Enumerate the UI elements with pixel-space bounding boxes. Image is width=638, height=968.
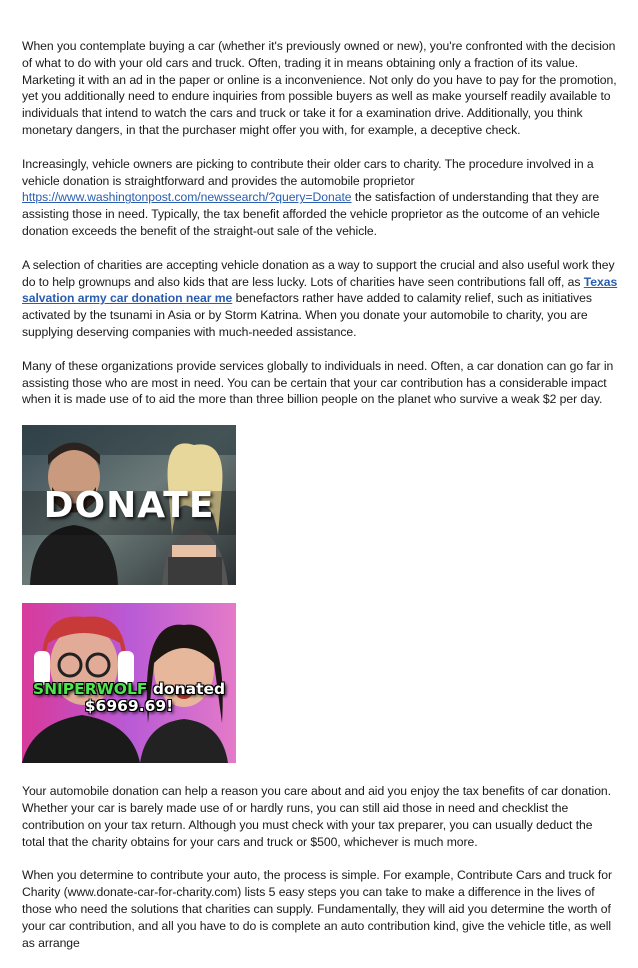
- paragraph-3-text-b: benefactors rather have added to calamity relief, such as initiatives activated by the tsunami in Asia or by Storm Katrina. When you donate your automobile to charity, you are supplying deserving companies with much-needed assistance.: [22, 291, 592, 339]
- sniperwolf-name-text: SNIPERWOLF: [32, 680, 148, 699]
- paragraph-2-text-b: the satisfaction of understanding that they are assisting those in need. Typically, the tax benefit afforded the vehicle proprietor as the outcome of an vehicle donation exceeds the benefit of the straight-out sale of the vehicle.: [22, 190, 600, 238]
- donation-amount-text: $6969.69!: [84, 697, 174, 716]
- paragraph-3-text-a: A selection of charities are accepting vehicle donation as a way to support the crucial and also useful work they do to help grownups and also kids that are less lucky. Lots of charities have seen contributions fall off, as: [22, 257, 615, 289]
- paragraph-2: [22, 156, 618, 240]
- paragraph-3: [22, 257, 618, 341]
- sniperwolf-video-thumbnail[interactable]: [22, 603, 236, 763]
- donate-thumbnail-caption: DONATE: [43, 485, 215, 527]
- paragraph-6: When you determine to contribute your auto, the process is simple. For example, Contribute Cars and truck for Charity (www.donate-car-for-charity.com) lists 5 easy steps you can take to make a difference in the lives of those who need the solutions that charities can supply. Fundamentally, they will aid you determine the worth of your car contribution, and all you have to do is complete an auto contribution kind, give the vehicle title, as well as arrange: [22, 868, 612, 950]
- salvation-army-link[interactable]: Texas salvation army car donation near me: [22, 274, 618, 306]
- paragraph-2-text-a: Increasingly, vehicle owners are picking to contribute their older cars to charity. The procedure involved in a vehicle donation is straightforward and provides the automobile proprietor: [22, 156, 594, 188]
- sniperwolf-thumbnail-caption: [22, 681, 236, 715]
- paragraph-1: When you contemplate buying a car (whether it's previously owned or new), you're confronted with the decision of what to do with your old cars and truck. Often, trading it in means obtaining only a fraction of its value. Marketing it with an ad in the paper or online is a inconvenience. Not only do you have to pay for the promotion, yet you additionally need to endure inquiries from possible buyers as well as make yourself readily available to individuals that intend to watch the cars and truck or take it for a examination drive. Additionally, you think monetary dangers, in that the purchaser might offer you with, for example, a deceptive check.: [22, 39, 617, 137]
- article-body: [22, 38, 618, 968]
- donated-word-text: donated: [147, 680, 226, 699]
- paragraph-5: Your automobile donation can help a reason you care about and aid you enjoy the tax benefits of car donation. Whether your car is barely made use of or hardly runs, you can still aid those in need and checklist the contribution on your tax return. Although you must check with your tax preparer, you can usually deduct the total that the charity obtains for your cars and truck or $500, whichever is much more.: [22, 784, 612, 849]
- washingtonpost-link[interactable]: https://www.washingtonpost.com/newssearch/?query=Donate: [22, 190, 352, 205]
- donate-video-thumbnail[interactable]: [22, 425, 236, 585]
- paragraph-4: Many of these organizations provide services globally to individuals in need. Often, a car donation can go far in assisting those who are most in need. You can be certain that your car contribution has a considerable impact when it is made use of to aid the more than three billion people on the planet who survive a weak $2 per day.: [22, 358, 614, 407]
